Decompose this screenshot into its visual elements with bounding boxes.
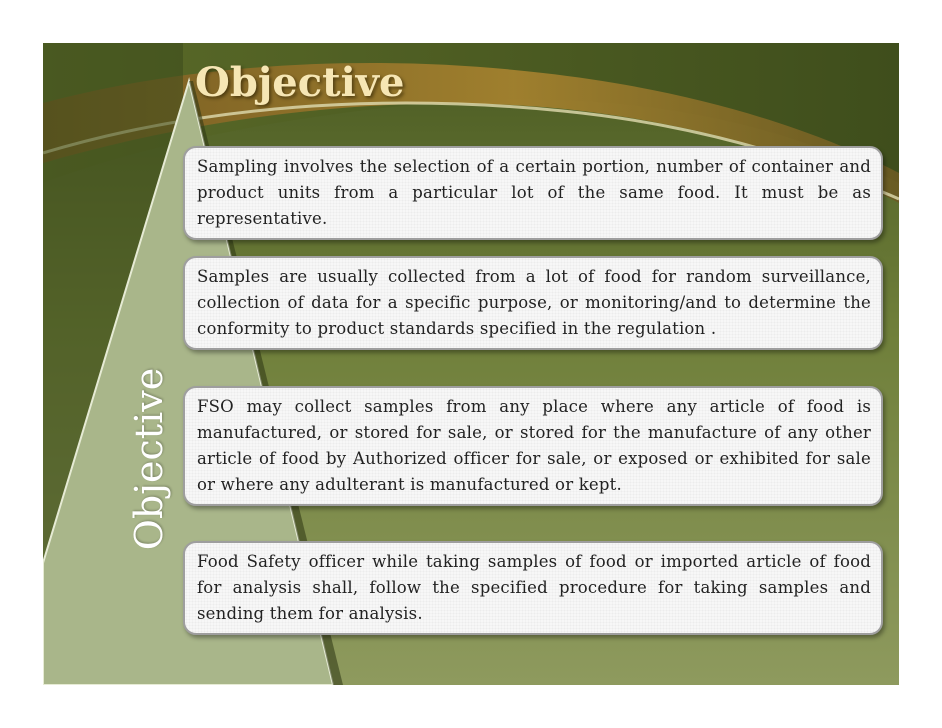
text-box-fso: [183, 386, 883, 506]
slide-title: Objective: [195, 59, 405, 106]
vertical-side-label: Objective: [127, 367, 171, 551]
paragraph-fso: FSO may collect samples from any place where any article of food is manufactured, or stored for sale, or stored for the manufacture of any other article of food by Authorized officer for sale, or exposed or exhibited for sale or where any adulterant is manufactured or kept.: [197, 397, 871, 494]
paragraph-samples: Samples are usually collected from a lot of food for random surveillance, collection of data for a specific purpose, or monitoring/and to determine the conformity to product standards specified in the regulation .: [197, 267, 871, 338]
paragraph-food-safety-officer: Food Safety officer while taking samples of food or imported article of food for analysis shall, follow the specified procedure for taking samples and sending them for analysis.: [197, 552, 871, 623]
slide: [43, 43, 899, 685]
text-box-food-safety-officer: [183, 541, 883, 635]
text-box-sampling: [183, 146, 883, 240]
text-box-samples: [183, 256, 883, 350]
paragraph-sampling: Sampling involves the selection of a certain portion, number of container and product units from a particular lot of the same food. It must be as representative.: [197, 157, 871, 228]
